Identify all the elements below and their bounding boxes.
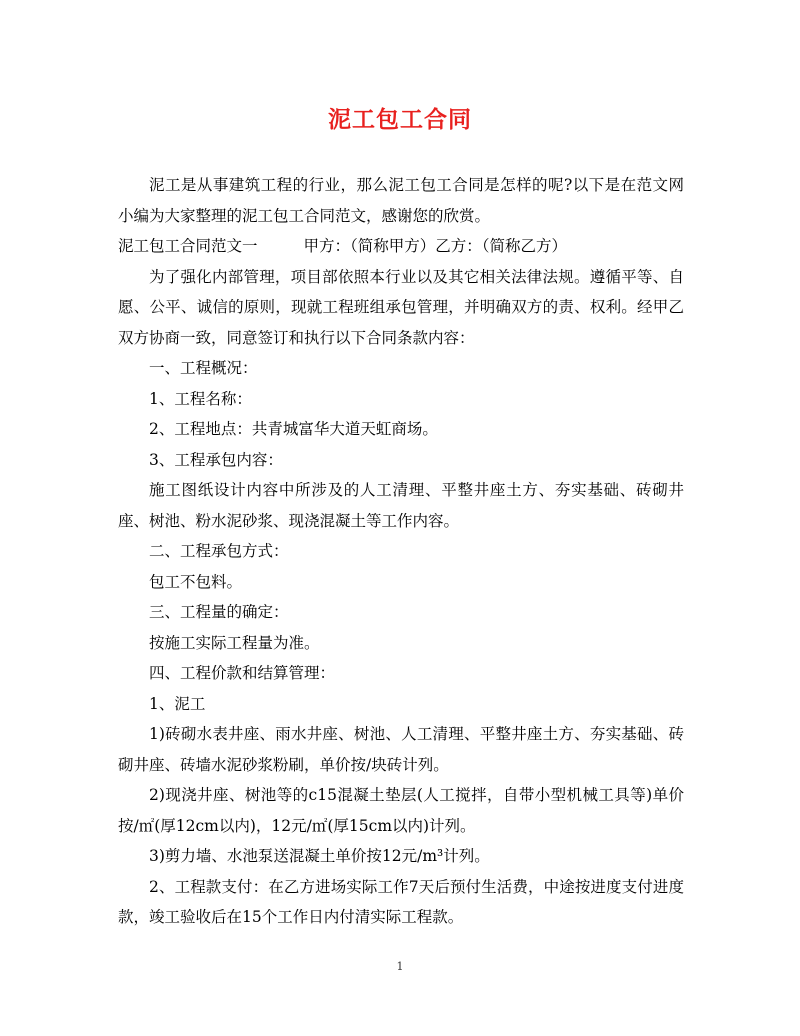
item-masonry-price-2: 2)现浇井座、树池等的c15混凝土垫层(人工搅拌，自带小型机械工具等)单价按/㎡(厚12cm以内)，12元/㎡(厚15cm以内)计列。 [118,786,684,835]
section-heading-contract-method: 二、工程承包方式： [149,542,289,560]
party-line: 甲方：（简称甲方）乙方：（简称乙方） [303,237,568,255]
paragraph-scope-detail: 施工图纸设计内容中所涉及的人工清理、平整井座土方、夯实基础、砖砌井座、树池、粉水泥砂浆、现浇混凝土等工作内容。 [118,481,684,530]
item-project-location: 2、工程地点：共青城富华大道天虹商场。 [149,420,438,438]
item-masonry-price-1: 1)砖砌水表井座、雨水井座、树池、人工清理、平整井座土方、夯实基础、砖砌井座、砖墙水泥砂浆粉刷，单价按/块砖计列。 [118,725,684,774]
sample-heading-text: 泥工包工合同范文一 [118,237,258,255]
section-heading-price-settlement: 四、工程价款和结算管理： [149,664,336,682]
page-number: 1 [396,960,404,973]
paragraph-quantity: 按施工实际工程量为准。 [149,633,320,652]
paragraph-intro: 泥工是从事建筑工程的行业，那么泥工包工合同是怎样的呢?以下是在范文网小编为大家整理的泥工包工合同范文，感谢您的欣赏。 [118,176,684,225]
item-masonry-price-3: 3)剪力墙、水池泵送混凝土单价按12元/m³计列。 [149,847,490,865]
section-heading-overview: 一、工程概况： [149,359,258,377]
paragraph-preamble: 为了强化内部管理，项目部依照本行业以及其它相关法律法规。遵循平等、自愿、公平、诚信的原则，现就工程班组承包管理，并明确双方的责、权利。经甲乙双方协商一致，同意签订和执行以下合同条款内容： [118,267,684,347]
document-body [118,170,684,933]
item-project-name: 1、工程名称： [149,389,252,408]
paragraph-sample-heading [118,231,684,262]
section-heading-quantity: 三、工程量的确定： [149,603,289,621]
item-payment: 2、工程款支付：在乙方进场实际工作7天后预付生活费，中途按进度支付进度款，竣工验收后在15个工作日内付清实际工程款。 [118,877,684,926]
paragraph-contract-method: 包工不包料。 [149,572,243,591]
item-masonry: 1、泥工 [149,694,206,713]
item-project-scope: 3、工程承包内容： [149,450,283,469]
document-title: 泥工包工合同 [328,106,472,133]
